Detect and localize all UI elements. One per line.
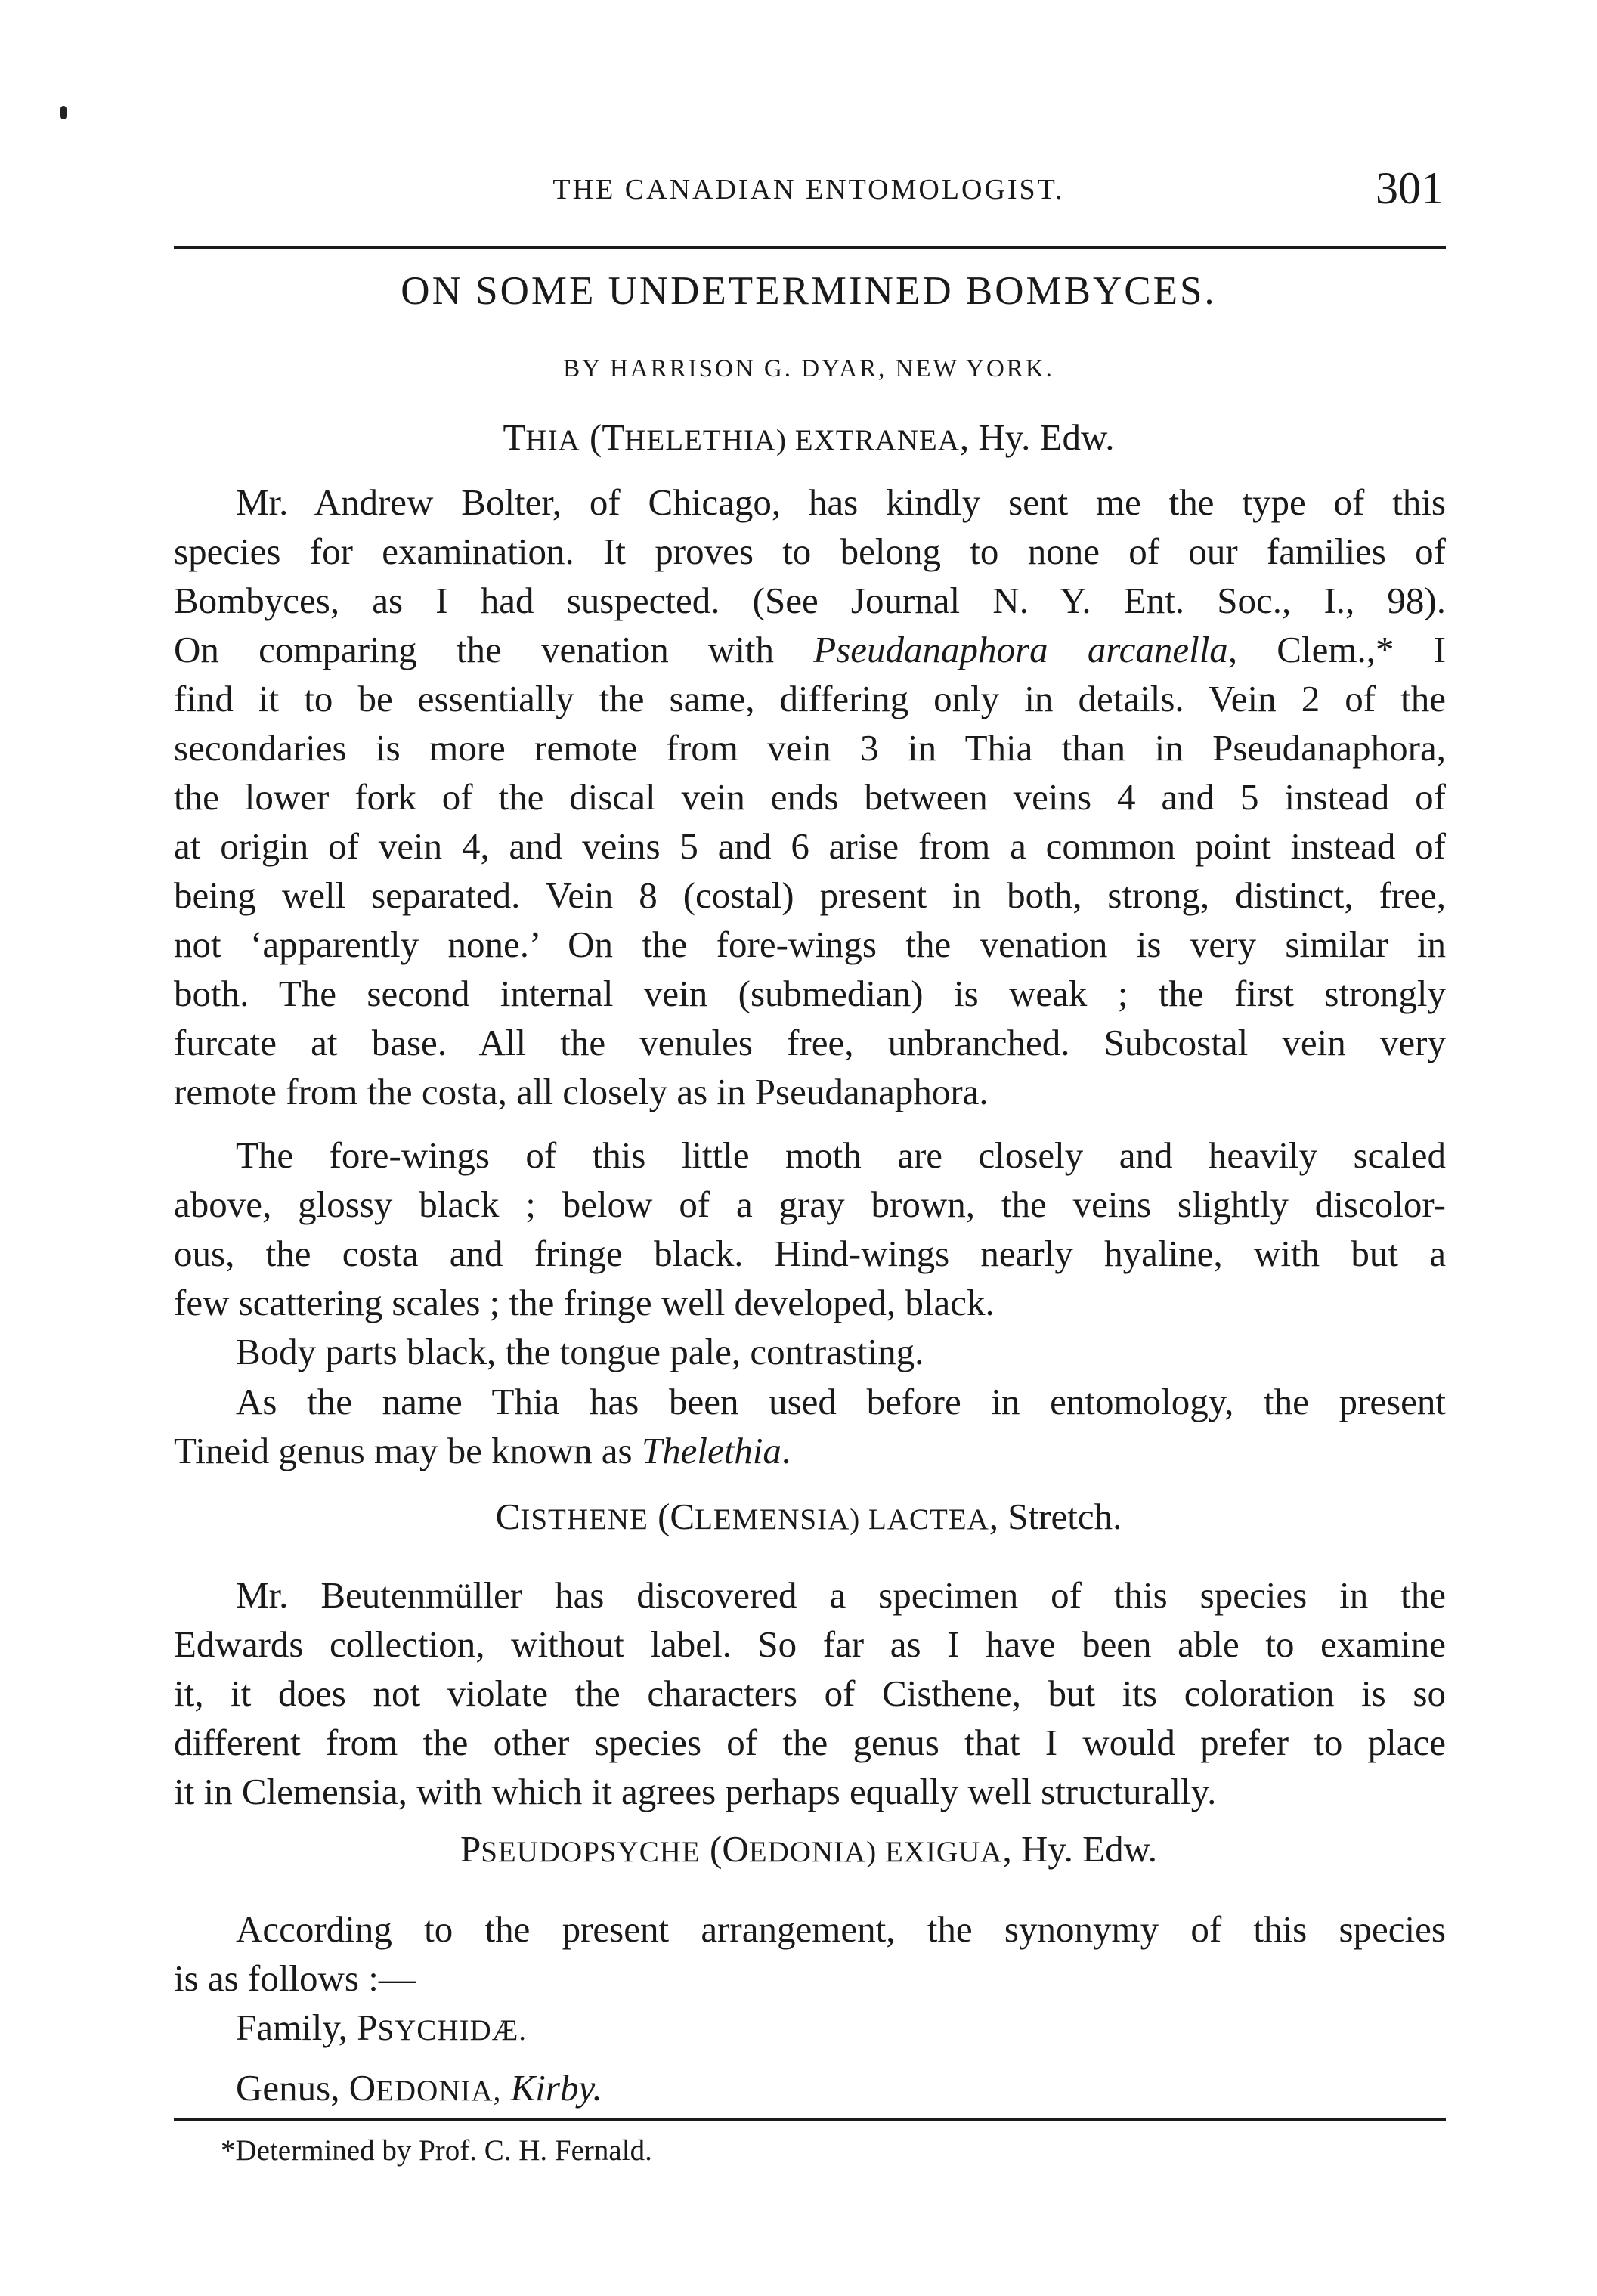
- paragraph: [174, 1131, 1446, 1327]
- text-line: As the name Thia has been used before in entomology, the present: [236, 1381, 1446, 1422]
- text-line: not ‘apparently none.’ On the fore-wings the venation is very similar in: [174, 924, 1446, 965]
- text-line: being well separated. Vein 8 (costal) present in both, strong, distinct, free,: [174, 874, 1446, 916]
- text-line: Mr. Andrew Bolter, of Chicago, has kindly sent me the type of this: [236, 481, 1446, 523]
- italic-taxon: Pseudanaphora arcanella: [813, 629, 1228, 670]
- text-line: at origin of vein 4, and veins 5 and 6 arise from a common point instead of: [174, 825, 1446, 867]
- header-rule: [174, 246, 1446, 249]
- article-title: ON SOME UNDETERMINED BOMBYCES.: [401, 269, 1217, 313]
- paragraph: [174, 1905, 1446, 2003]
- genus-line: Genus, OEDONIA, Kirby.: [236, 2067, 602, 2109]
- text-line: is as follows :—: [174, 1957, 416, 1999]
- text-line: it in Clemensia, with which it agrees perhaps equally well structurally.: [174, 1771, 1217, 1812]
- text-line: On comparing the venation with Pseudanaphora arcanella, Clem.,* I: [174, 629, 1446, 670]
- paragraph: [174, 478, 1446, 1116]
- page-number: 301: [1376, 163, 1444, 213]
- text-line: furcate at base. All the venules free, unbranched. Subcostal vein very: [174, 1022, 1446, 1063]
- species-heading-cisthene: CISTHENE (CLEMENSIA) LACTEA, Stretch.: [495, 1496, 1122, 1537]
- text-line: The fore-wings of this little moth are closely and heavily scaled: [236, 1134, 1446, 1176]
- text-line: the lower fork of the discal vein ends between veins 4 and 5 instead of: [174, 776, 1446, 818]
- text-line: Mr. Beutenmüller has discovered a specimen of this species in the: [236, 1574, 1446, 1616]
- footnote: *Determined by Prof. C. H. Fernald.: [221, 2134, 652, 2167]
- text-line: it, it does not violate the characters of Cisthene, but its coloration is so: [174, 1672, 1446, 1714]
- ink-speck: [60, 106, 67, 119]
- text-line: Body parts black, the tongue pale, contrasting.: [236, 1331, 924, 1372]
- text-line: ous, the costa and fringe black. Hind-wings nearly hyaline, with but a: [174, 1233, 1446, 1274]
- species-heading-pseudopsyche: PSEUDOPSYCHE (OEDONIA) EXIGUA, Hy. Edw.: [460, 1828, 1158, 1870]
- species-heading-thia: THIA (THELETHIA) EXTRANEA, Hy. Edw.: [503, 416, 1115, 458]
- footnote-rule: [174, 2118, 1446, 2121]
- italic-taxon: Thelethia: [641, 1430, 781, 1471]
- byline: BY HARRISON G. DYAR, NEW YORK.: [563, 355, 1054, 382]
- text-line: According to the present arrangement, the synonymy of this species: [236, 1908, 1446, 1950]
- text-line: above, glossy black ; below of a gray brown, the veins slightly discolor-: [174, 1184, 1446, 1225]
- text-line: few scattering scales ; the fringe well developed, black.: [174, 1282, 995, 1323]
- paragraph: [174, 1570, 1446, 1816]
- text-line: remote from the costa, all closely as in Pseudanaphora.: [174, 1071, 989, 1112]
- text-line: species for examination. It proves to belong to none of our families of: [174, 531, 1446, 572]
- paragraph: [174, 1377, 1446, 1475]
- text-line: Edwards collection, without label. So far as I have been able to examine: [174, 1623, 1446, 1665]
- text-line: Tineid genus may be known as Thelethia.: [174, 1430, 791, 1471]
- text-line: find it to be essentially the same, differing only in details. Vein 2 of the: [174, 678, 1446, 719]
- family-line: Family, PSYCHIDÆ.: [236, 2007, 528, 2048]
- text-line: both. The second internal vein (submedian) is weak ; the first strongly: [174, 973, 1446, 1014]
- text-line: secondaries is more remote from vein 3 in Thia than in Pseudanaphora,: [174, 727, 1446, 769]
- text-line: different from the other species of the genus that I would prefer to place: [174, 1722, 1446, 1763]
- running-head: [174, 163, 1444, 223]
- journal-title: THE CANADIAN ENTOMOLOGIST.: [552, 174, 1065, 206]
- text-line: Bombyces, as I had suspected. (See Journal N. Y. Ent. Soc., I., 98).: [174, 580, 1446, 621]
- paragraph: [174, 1327, 1446, 1376]
